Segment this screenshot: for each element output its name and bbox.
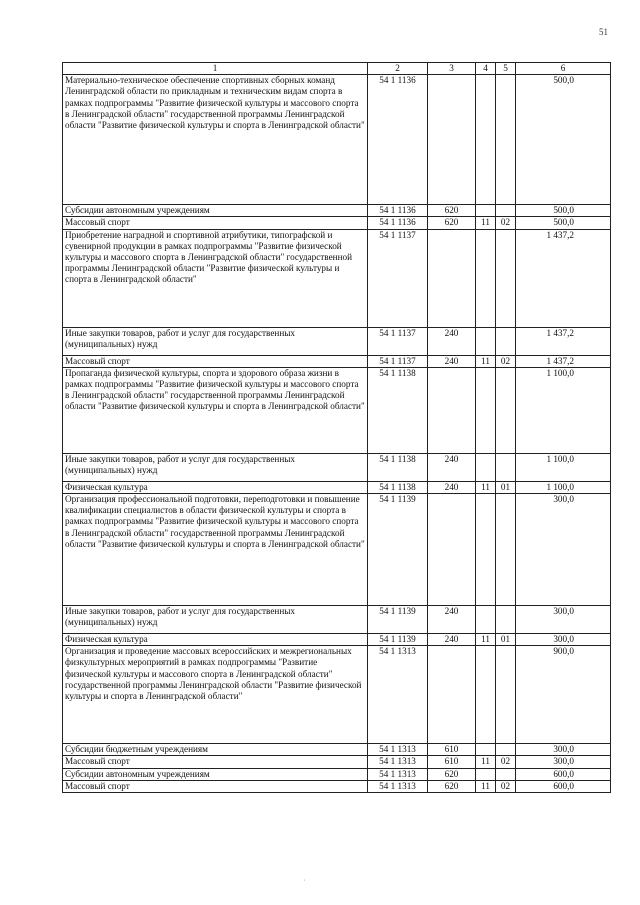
row-amount: 1 437,2 bbox=[516, 229, 611, 327]
row-code: 54 1 1313 bbox=[368, 768, 428, 780]
row-expense-type: 240 bbox=[428, 481, 476, 493]
row-section bbox=[476, 606, 496, 634]
row-amount: 300,0 bbox=[516, 744, 611, 756]
row-section: 11 bbox=[476, 634, 496, 646]
row-name: Организация и проведение массовых всероссийских и межрегиональных физкультурных мероприятий в рамках подпрограммы "Развитие физической культуры и массового спорта в Ленинградской области" государственной программы Ленинградской области "Развитие физической культуры и спорта в Ленинградской области" bbox=[63, 646, 368, 744]
table-row bbox=[63, 634, 611, 646]
budget-table bbox=[62, 62, 611, 793]
row-name: Массовый спорт bbox=[63, 217, 368, 229]
row-subsection: 02 bbox=[496, 355, 516, 367]
table-row bbox=[63, 756, 611, 768]
row-name: Пропаганда физической культуры, спорта и здорового образа жизни в рамках подпрограммы "Развитие физической культуры и массового спорта в Ленинградской области" государственной программы Ленинградской области "Развитие физической культуры и спорта в Ленинградской области" bbox=[63, 367, 368, 453]
row-amount: 300,0 bbox=[516, 606, 611, 634]
table-row bbox=[63, 75, 611, 205]
table-row bbox=[63, 768, 611, 780]
row-amount: 500,0 bbox=[516, 217, 611, 229]
header-col-3: 3 bbox=[428, 63, 476, 75]
row-subsection: 02 bbox=[496, 217, 516, 229]
row-section bbox=[476, 744, 496, 756]
row-code: 54 1 1136 bbox=[368, 75, 428, 205]
row-name: Физическая культура bbox=[63, 634, 368, 646]
scan-speck: ˙ bbox=[303, 878, 306, 887]
row-subsection bbox=[496, 205, 516, 217]
row-expense-type bbox=[428, 229, 476, 327]
row-subsection bbox=[496, 744, 516, 756]
row-amount: 1 100,0 bbox=[516, 367, 611, 453]
table-row bbox=[63, 229, 611, 327]
row-expense-type: 610 bbox=[428, 744, 476, 756]
row-section bbox=[476, 453, 496, 481]
table-row bbox=[63, 355, 611, 367]
table-row bbox=[63, 481, 611, 493]
budget-table-container bbox=[62, 62, 610, 793]
row-section: 11 bbox=[476, 217, 496, 229]
row-name: Организация профессиональной подготовки, переподготовки и повышение квалификации специалистов в области физической культуры и спорта в рамках подпрограммы "Развитие физической культуры и массового спорта в Ленинградской области" государственной программы Ленинградской области "Развитие физической культуры и спорта в Ленинградской области" bbox=[63, 494, 368, 606]
row-code: 54 1 1138 bbox=[368, 453, 428, 481]
row-expense-type: 240 bbox=[428, 355, 476, 367]
row-amount: 1 437,2 bbox=[516, 327, 611, 355]
row-name: Массовый спорт bbox=[63, 756, 368, 768]
row-code: 54 1 1137 bbox=[368, 355, 428, 367]
row-name: Субсидии автономным учреждениям bbox=[63, 768, 368, 780]
table-row bbox=[63, 606, 611, 634]
row-name: Иные закупки товаров, работ и услуг для государственных (муниципальных) нужд bbox=[63, 453, 368, 481]
row-section: 11 bbox=[476, 756, 496, 768]
header-col-1: 1 bbox=[63, 63, 368, 75]
row-expense-type bbox=[428, 75, 476, 205]
row-subsection: 01 bbox=[496, 634, 516, 646]
row-code: 54 1 1138 bbox=[368, 481, 428, 493]
row-amount: 1 437,2 bbox=[516, 355, 611, 367]
header-col-2: 2 bbox=[368, 63, 428, 75]
row-name: Иные закупки товаров, работ и услуг для государственных (муниципальных) нужд bbox=[63, 606, 368, 634]
row-code: 54 1 1313 bbox=[368, 780, 428, 792]
row-section bbox=[476, 646, 496, 744]
row-section bbox=[476, 75, 496, 205]
row-name: Субсидии бюджетным учреждениям bbox=[63, 744, 368, 756]
row-section bbox=[476, 327, 496, 355]
table-row bbox=[63, 744, 611, 756]
row-code: 54 1 1313 bbox=[368, 744, 428, 756]
row-amount: 900,0 bbox=[516, 646, 611, 744]
table-row bbox=[63, 327, 611, 355]
row-subsection bbox=[496, 646, 516, 744]
row-expense-type: 240 bbox=[428, 453, 476, 481]
table-row bbox=[63, 646, 611, 744]
row-section bbox=[476, 229, 496, 327]
page-number: 51 bbox=[599, 27, 608, 37]
row-section: 11 bbox=[476, 481, 496, 493]
row-expense-type: 240 bbox=[428, 606, 476, 634]
row-amount: 500,0 bbox=[516, 75, 611, 205]
row-amount: 300,0 bbox=[516, 494, 611, 606]
row-code: 54 1 1137 bbox=[368, 229, 428, 327]
row-amount: 600,0 bbox=[516, 780, 611, 792]
row-expense-type bbox=[428, 367, 476, 453]
row-subsection bbox=[496, 327, 516, 355]
row-code: 54 1 1139 bbox=[368, 634, 428, 646]
row-section bbox=[476, 768, 496, 780]
row-name: Материально-техническое обеспечение спортивных сборных команд Ленинградской области по прикладным и техническим видам спорта в рамках подпрограммы "Развитие физической культуры и массового спорта в Ленинградской области" государственной программы Ленинградской области "Развитие физической культуры и спорта в Ленинградской области" bbox=[63, 75, 368, 205]
row-subsection bbox=[496, 367, 516, 453]
row-code: 54 1 1139 bbox=[368, 494, 428, 606]
row-name: Иные закупки товаров, работ и услуг для государственных (муниципальных) нужд bbox=[63, 327, 368, 355]
row-subsection: 02 bbox=[496, 780, 516, 792]
row-code: 54 1 1313 bbox=[368, 646, 428, 744]
header-col-6: 6 bbox=[516, 63, 611, 75]
row-section: 11 bbox=[476, 780, 496, 792]
row-subsection: 01 bbox=[496, 481, 516, 493]
row-amount: 300,0 bbox=[516, 756, 611, 768]
row-expense-type bbox=[428, 646, 476, 744]
row-amount: 1 100,0 bbox=[516, 453, 611, 481]
row-subsection bbox=[496, 453, 516, 481]
row-amount: 500,0 bbox=[516, 205, 611, 217]
row-code: 54 1 1136 bbox=[368, 217, 428, 229]
row-code: 54 1 1313 bbox=[368, 756, 428, 768]
header-col-4: 4 bbox=[476, 63, 496, 75]
row-expense-type: 610 bbox=[428, 756, 476, 768]
row-amount: 1 100,0 bbox=[516, 481, 611, 493]
row-code: 54 1 1136 bbox=[368, 205, 428, 217]
row-name: Приобретение наградной и спортивной атрибутики, типографской и сувенирной продукции в рамках подпрограммы "Развитие физической культуры и массового спорта в Ленинградской области" государственной программы Ленинградской области "Развитие физической культуры и спорта в Ленинградской области" bbox=[63, 229, 368, 327]
header-col-5: 5 bbox=[496, 63, 516, 75]
row-section: 11 bbox=[476, 355, 496, 367]
row-section bbox=[476, 367, 496, 453]
row-subsection: 02 bbox=[496, 756, 516, 768]
table-row bbox=[63, 205, 611, 217]
row-name: Массовый спорт bbox=[63, 780, 368, 792]
table-body bbox=[63, 75, 611, 793]
row-subsection bbox=[496, 606, 516, 634]
row-expense-type: 240 bbox=[428, 327, 476, 355]
row-expense-type: 620 bbox=[428, 768, 476, 780]
row-code: 54 1 1138 bbox=[368, 367, 428, 453]
row-subsection bbox=[496, 768, 516, 780]
row-amount: 300,0 bbox=[516, 634, 611, 646]
table-row bbox=[63, 780, 611, 792]
table-row bbox=[63, 367, 611, 453]
table-header-row bbox=[63, 63, 611, 75]
row-section bbox=[476, 494, 496, 606]
row-name: Массовый спорт bbox=[63, 355, 368, 367]
row-expense-type: 620 bbox=[428, 205, 476, 217]
row-amount: 600,0 bbox=[516, 768, 611, 780]
row-subsection bbox=[496, 75, 516, 205]
row-code: 54 1 1139 bbox=[368, 606, 428, 634]
row-expense-type bbox=[428, 494, 476, 606]
row-expense-type: 620 bbox=[428, 217, 476, 229]
table-row bbox=[63, 217, 611, 229]
table-row bbox=[63, 494, 611, 606]
row-expense-type: 620 bbox=[428, 780, 476, 792]
row-name: Физическая культура bbox=[63, 481, 368, 493]
row-section bbox=[476, 205, 496, 217]
row-expense-type: 240 bbox=[428, 634, 476, 646]
row-subsection bbox=[496, 494, 516, 606]
row-subsection bbox=[496, 229, 516, 327]
row-code: 54 1 1137 bbox=[368, 327, 428, 355]
table-row bbox=[63, 453, 611, 481]
row-name: Субсидии автономным учреждениям bbox=[63, 205, 368, 217]
